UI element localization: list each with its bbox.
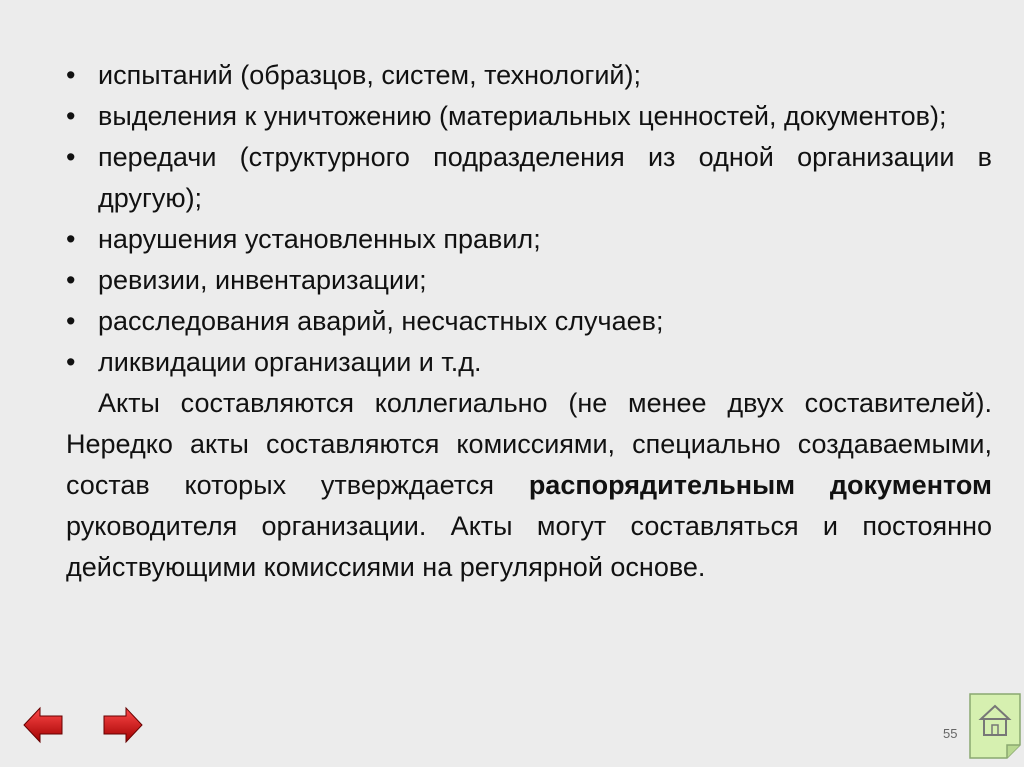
- bullet-text: испытаний (образцов, систем, технологий);: [98, 60, 641, 90]
- paragraph-text-start: Акты составляются коллегиально (не менее двух составителей). Нередко акты составляются комиссиями, специально создаваемыми, состав которых утверждается: [66, 388, 992, 500]
- home-button[interactable]: [969, 693, 1021, 759]
- bullet-text: ревизии, инвентаризации;: [98, 265, 427, 295]
- bullet-text: расследования аварий, несчастных случаев;: [98, 306, 664, 336]
- bullet-item: [66, 55, 992, 96]
- bullet-symbol: •: [66, 224, 76, 254]
- arrow-right-icon: [102, 704, 144, 746]
- bullet-symbol: •: [66, 60, 76, 90]
- arrow-left-icon: [22, 704, 64, 746]
- page-number: 55: [943, 726, 958, 741]
- previous-slide-button[interactable]: [22, 704, 64, 746]
- bullet-symbol: •: [66, 306, 76, 336]
- bullet-symbol: •: [66, 101, 76, 131]
- slide-body: [66, 55, 992, 588]
- home-icon: [969, 693, 1021, 759]
- bullet-item: [66, 137, 992, 219]
- bullet-text: нарушения установленных правил;: [98, 224, 541, 254]
- bullet-text: передачи (структурного подразделения из одной организации в другую);: [98, 142, 992, 213]
- bullet-symbol: •: [66, 265, 76, 295]
- bullet-item: [66, 342, 992, 383]
- bullet-item: [66, 219, 992, 260]
- bullet-item: [66, 96, 992, 137]
- acts-paragraph: [66, 383, 992, 588]
- paragraph-text-end: руководителя организации. Акты могут составляться и постоянно действующими комиссиями на регулярной основе.: [66, 511, 992, 582]
- next-slide-button[interactable]: [102, 704, 144, 746]
- bullet-text: выделения к уничтожению (материальных ценностей, документов);: [98, 101, 947, 131]
- bullet-symbol: •: [66, 142, 76, 172]
- bullet-item: [66, 260, 992, 301]
- bullet-item: [66, 301, 992, 342]
- bullet-text: ликвидации организации и т.д.: [98, 347, 482, 377]
- bullet-symbol: •: [66, 347, 76, 377]
- paragraph-bold-term: распорядительным документом: [528, 470, 992, 500]
